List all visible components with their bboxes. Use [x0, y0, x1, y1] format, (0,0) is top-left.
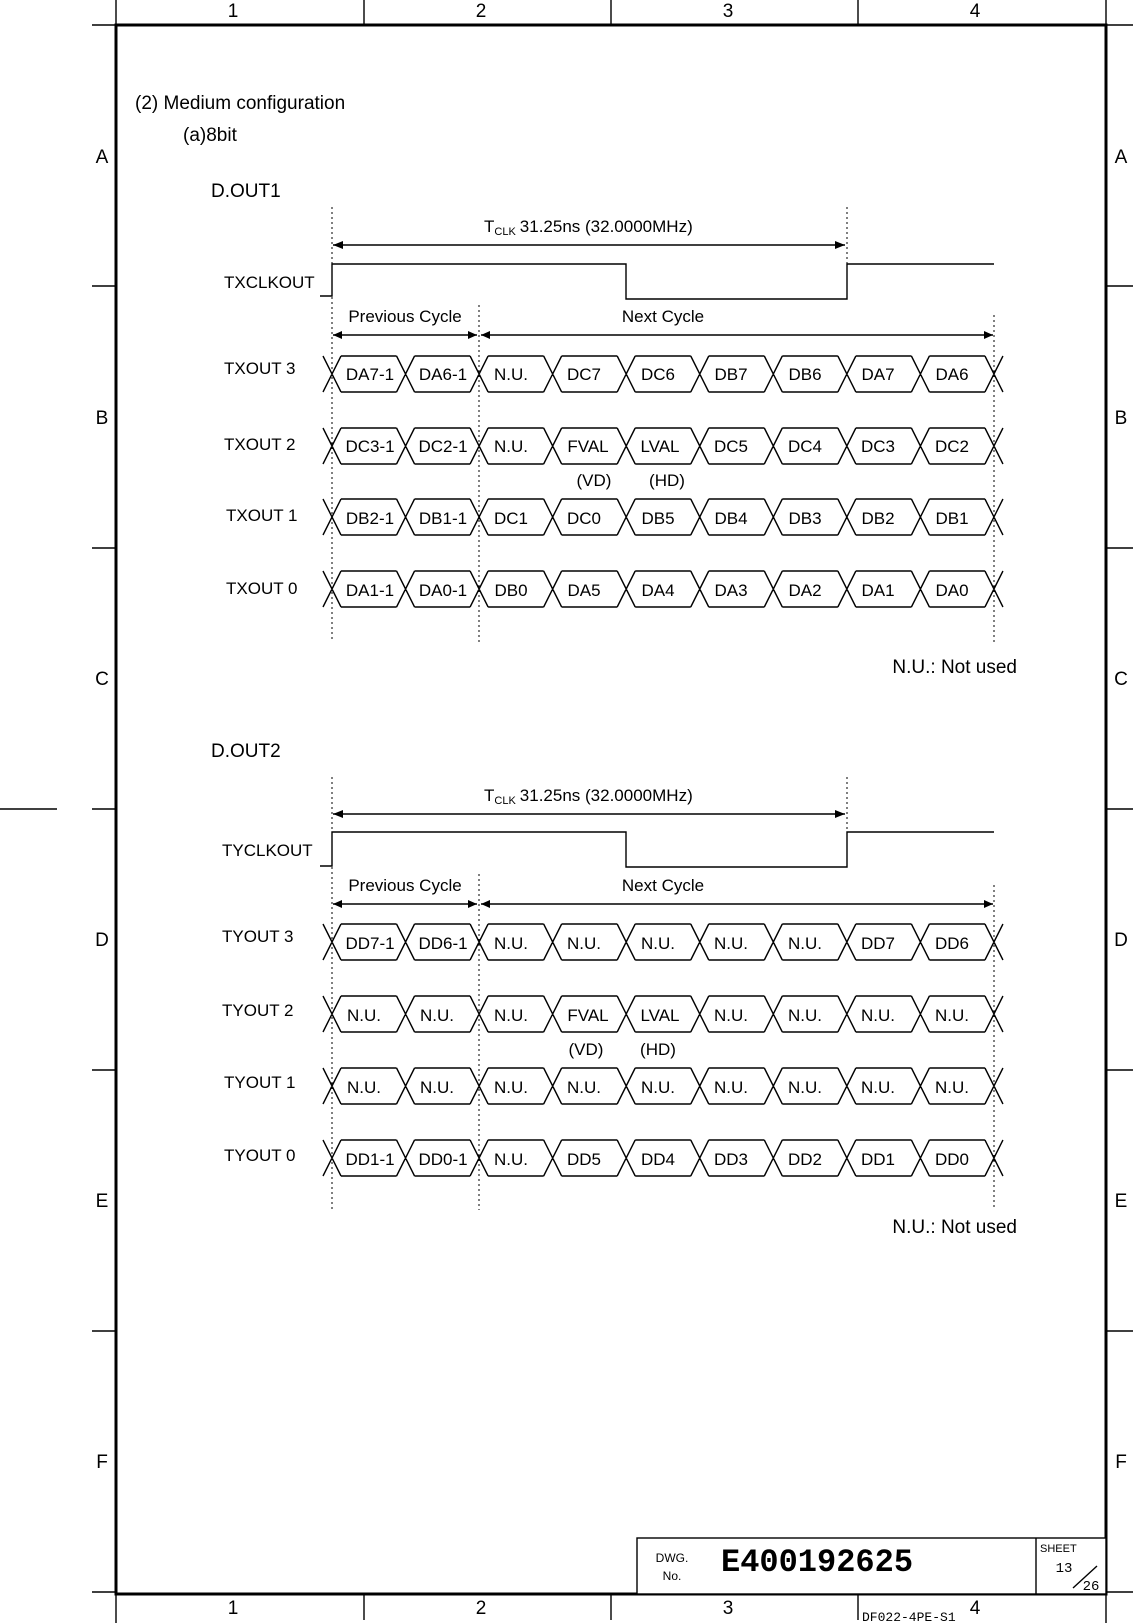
bus-cell: DA7	[861, 365, 895, 384]
bus-cell: DB2	[861, 509, 895, 528]
bus-cell: N.U.	[788, 934, 822, 953]
channel-label: TXOUT 1	[226, 506, 298, 525]
note-hd: (HD)	[640, 1040, 676, 1059]
bus-cell: N.U.	[641, 1078, 675, 1097]
period-label: TCLK 31.25ns (32.0000MHz)	[484, 217, 693, 238]
bus-cell: N.U.	[567, 1078, 601, 1097]
col-label-bottom-1: 1	[227, 1598, 239, 1619]
col-label-bottom-4: 4	[969, 1598, 981, 1619]
bus-cell: DA0	[935, 581, 969, 600]
bus-cell: DA0-1	[418, 581, 468, 600]
bus-cell: DC0	[566, 509, 602, 528]
bus-cell: DD3	[713, 1150, 749, 1169]
bus-cell: N.U.	[494, 437, 528, 456]
sheet-label: SHEET	[1040, 1543, 1077, 1555]
row-label-right-a: A	[1114, 147, 1128, 168]
period-arrow-head-left	[333, 810, 343, 818]
diagram-title: D.OUT1	[211, 181, 281, 202]
bus-cell: DD6-1	[418, 934, 468, 953]
col-label-top-2: 2	[475, 1, 487, 22]
period-arrow-head-right	[835, 810, 845, 818]
bus-cell: DB1-1	[418, 509, 468, 528]
legend-not-used: N.U.: Not used	[892, 1217, 1017, 1238]
bus-cell: N.U.	[494, 1006, 528, 1025]
row-label-left-b: B	[95, 408, 109, 429]
bus-cell: DC2-1	[418, 437, 468, 456]
col-label-bottom-2: 2	[475, 1598, 487, 1619]
col-label-top-3: 3	[722, 1, 734, 22]
bus-cell: DC6	[640, 365, 676, 384]
bus-cell: DD7	[860, 934, 896, 953]
channel-label: TXOUT 2	[224, 435, 296, 454]
bus-cell: DB7	[714, 365, 748, 384]
bus-cell: DB2-1	[345, 509, 395, 528]
bus-cell: DC2	[934, 437, 970, 456]
bus-cell: DC3	[860, 437, 896, 456]
channel-label: TXOUT 3	[224, 359, 296, 378]
row-label-left-f: F	[96, 1452, 108, 1473]
previous-cycle-arrow-head-left	[333, 331, 342, 339]
bus-cell: DB0	[494, 581, 528, 600]
channel-row	[222, 996, 1003, 1059]
note-vd: (VD)	[576, 471, 612, 490]
form-code: DF022-4PE-S1	[862, 1610, 956, 1623]
bus-cell: LVAL	[640, 1006, 680, 1025]
bus-cell: DD6	[934, 934, 970, 953]
bus-cell: DC3-1	[345, 437, 395, 456]
bus-cell: DD5	[566, 1150, 602, 1169]
bus-cell: N.U.	[714, 934, 748, 953]
next-cycle-arrow-head-left	[481, 900, 490, 908]
next-cycle-arrow-head-right	[984, 331, 993, 339]
clock-waveform	[320, 264, 994, 299]
bus-cell: DB6	[788, 365, 822, 384]
channel-label: TYOUT 2	[222, 1001, 294, 1020]
channel-row	[224, 1068, 1003, 1104]
bus-cell: N.U.	[347, 1006, 381, 1025]
bus-cell: N.U.	[714, 1006, 748, 1025]
bus-cell: N.U.	[935, 1078, 969, 1097]
channel-label: TXOUT 0	[226, 579, 298, 598]
previous-cycle-arrow-head-left	[333, 900, 342, 908]
subsection-title: (a)8bit	[183, 125, 237, 146]
clock-label: TXCLKOUT	[224, 273, 315, 292]
previous-cycle-arrow-head-right	[468, 331, 477, 339]
previous-cycle-label: Previous Cycle	[348, 307, 462, 326]
channel-label: TYOUT 1	[224, 1073, 296, 1092]
bus-cell: N.U.	[494, 934, 528, 953]
bus-cell: N.U.	[714, 1078, 748, 1097]
bus-cell: DD2	[787, 1150, 823, 1169]
channel-row	[226, 499, 1003, 535]
bus-cell: N.U.	[420, 1078, 454, 1097]
bus-cell: LVAL	[640, 437, 680, 456]
channel-label: TYOUT 3	[222, 927, 294, 946]
bus-cell: DC7	[566, 365, 602, 384]
drawing-number: E400192625	[720, 1544, 914, 1581]
bus-cell: N.U.	[494, 1150, 528, 1169]
bus-cell: DA6	[935, 365, 969, 384]
bus-cell: N.U.	[494, 1078, 528, 1097]
row-label-right-c: C	[1114, 669, 1128, 690]
bus-cell: FVAL	[567, 437, 609, 456]
note-vd: (VD)	[568, 1040, 604, 1059]
title-block	[637, 1538, 1106, 1623]
bus-cell: N.U.	[788, 1078, 822, 1097]
bus-cell: N.U.	[641, 934, 675, 953]
next-cycle-label: Next Cycle	[621, 876, 705, 895]
row-label-right-e: E	[1114, 1191, 1128, 1212]
clock-waveform	[320, 832, 994, 867]
clock-label: TYCLKOUT	[222, 841, 313, 860]
bus-cell: DB1	[935, 509, 969, 528]
bus-cell: DA4	[641, 581, 675, 600]
bus-cell: DD0	[934, 1150, 970, 1169]
period-arrow-head-left	[333, 241, 343, 249]
previous-cycle-arrow-head-right	[468, 900, 477, 908]
bus-cell: DA1-1	[345, 581, 395, 600]
previous-cycle-label: Previous Cycle	[348, 876, 462, 895]
bus-cell: DA1	[861, 581, 895, 600]
sheet-number: 13	[1055, 1561, 1073, 1577]
sheet-total: 26	[1082, 1579, 1100, 1595]
row-label-left-a: A	[95, 147, 109, 168]
channel-row	[224, 1140, 1003, 1176]
bus-cell: N.U.	[420, 1006, 454, 1025]
bus-cell: N.U.	[347, 1078, 381, 1097]
timing-diagram-dout2	[211, 741, 1017, 1238]
bus-cell: DB3	[788, 509, 822, 528]
channel-row	[226, 571, 1003, 607]
bus-cell: DD0-1	[418, 1150, 468, 1169]
channel-row	[222, 924, 1003, 960]
dwg-no-label: No.	[662, 1569, 682, 1583]
bus-cell: DA2	[788, 581, 822, 600]
bus-cell: N.U.	[788, 1006, 822, 1025]
bus-cell: DD7-1	[345, 934, 395, 953]
row-label-left-d: D	[95, 930, 109, 951]
bus-cell: N.U.	[935, 1006, 969, 1025]
bus-cell: DB5	[641, 509, 675, 528]
dwg-label: DWG.	[655, 1551, 689, 1565]
timing-diagram-dout1	[211, 181, 1017, 678]
bus-cell: DD4	[640, 1150, 676, 1169]
bus-cell: DB4	[714, 509, 748, 528]
bus-cell: N.U.	[567, 934, 601, 953]
next-cycle-arrow-head-right	[984, 900, 993, 908]
channel-row	[224, 356, 1003, 392]
bus-cell: DA5	[567, 581, 601, 600]
diagram-title: D.OUT2	[211, 741, 281, 762]
next-cycle-arrow-head-left	[481, 331, 490, 339]
bus-cell: DA7-1	[345, 365, 395, 384]
period-arrow-head-right	[835, 241, 845, 249]
next-cycle-label: Next Cycle	[621, 307, 705, 326]
row-label-right-f: F	[1115, 1452, 1127, 1473]
row-label-right-b: B	[1114, 408, 1128, 429]
bus-cell: FVAL	[567, 1006, 609, 1025]
col-label-bottom-3: 3	[722, 1598, 734, 1619]
row-label-right-d: D	[1114, 930, 1128, 951]
bus-cell: DA3	[714, 581, 748, 600]
col-label-top-4: 4	[969, 1, 981, 22]
channel-row	[224, 428, 1003, 490]
bus-cell: DC1	[493, 509, 529, 528]
bus-cell: N.U.	[861, 1078, 895, 1097]
bus-cell: N.U.	[861, 1006, 895, 1025]
bus-cell: DC4	[787, 437, 823, 456]
section-title: (2) Medium configuration	[135, 93, 346, 114]
bus-cell: DA6-1	[418, 365, 468, 384]
note-hd: (HD)	[649, 471, 685, 490]
bus-cell: DD1	[860, 1150, 896, 1169]
row-label-left-c: C	[95, 669, 109, 690]
row-label-left-e: E	[95, 1191, 109, 1212]
col-label-top-1: 1	[227, 1, 239, 22]
bus-cell: DC5	[713, 437, 749, 456]
bus-cell: DD1-1	[345, 1150, 395, 1169]
channel-label: TYOUT 0	[224, 1146, 296, 1165]
period-label: TCLK 31.25ns (32.0000MHz)	[484, 786, 693, 807]
legend-not-used: N.U.: Not used	[892, 657, 1017, 678]
bus-cell: N.U.	[494, 365, 528, 384]
